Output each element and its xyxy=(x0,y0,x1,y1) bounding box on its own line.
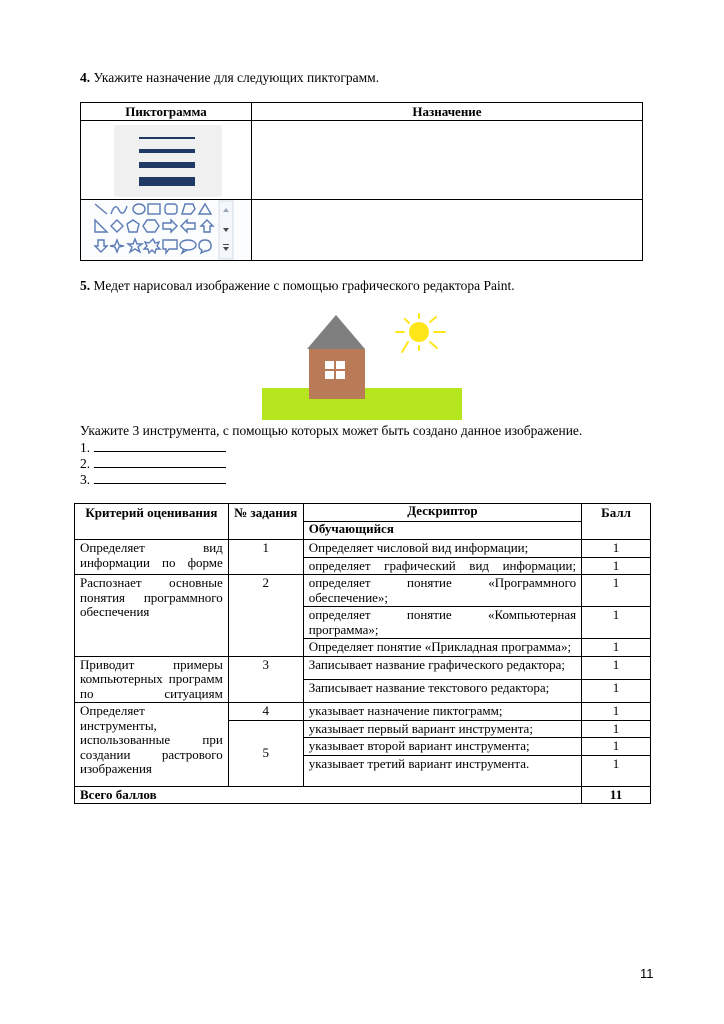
house-sun-image xyxy=(262,312,462,420)
purpose-cell-1[interactable] xyxy=(252,121,643,200)
table-row xyxy=(75,540,651,558)
table-row xyxy=(75,575,651,607)
answer-3-blank[interactable] xyxy=(94,472,226,484)
descriptor-3-2: Записывает название текстового редактора; xyxy=(303,679,581,702)
score-1-1: 1 xyxy=(582,540,651,558)
icon-cell-1 xyxy=(81,121,252,200)
descriptor-1-2: определяет графический вид информации; xyxy=(303,557,581,575)
score-4-1: 1 xyxy=(582,703,651,721)
table-row xyxy=(75,703,651,721)
total-score: 11 xyxy=(582,786,651,804)
answer-2-label: 2. xyxy=(80,456,91,471)
score-4-2: 1 xyxy=(582,720,651,738)
score-4-4: 1 xyxy=(582,755,651,786)
task4-question xyxy=(80,70,379,86)
descriptor-4-4: указывает третий вариант инструмента. xyxy=(303,755,581,786)
answer-3-label: 3. xyxy=(80,472,91,487)
header-descriptor: Дескриптор xyxy=(303,504,581,522)
task-3: 3 xyxy=(228,656,303,703)
shapes-palette-icon xyxy=(81,200,251,260)
score-3-2: 1 xyxy=(582,679,651,702)
score-2-2: 1 xyxy=(582,607,651,639)
shapes-palette-svg xyxy=(81,200,251,260)
task-4: 4 xyxy=(228,703,303,721)
icons-table xyxy=(80,102,643,261)
icon-cell-2 xyxy=(81,200,252,261)
purpose-cell-2[interactable] xyxy=(252,200,643,261)
header-criterion: Критерий оценивания xyxy=(75,504,229,540)
descriptor-4-3: указывает второй вариант инструмента; xyxy=(303,738,581,756)
page-number: 11 xyxy=(640,966,654,981)
descriptor-2-3: Определяет понятие «Прикладная программа»; xyxy=(303,639,581,657)
task-1: 1 xyxy=(228,540,303,575)
line-width-icon-svg xyxy=(114,125,222,197)
task-5: 5 xyxy=(228,720,303,786)
header-learner: Обучающийся xyxy=(303,522,581,540)
criterion-4: Определяет инструменты, использованные при создании растрового изображения xyxy=(75,703,229,787)
descriptor-3-1: Записывает название графического редактора; xyxy=(303,656,581,679)
header-task-no: № задания xyxy=(228,504,303,540)
descriptor-1-1: Определяет числовой вид информации; xyxy=(303,540,581,558)
task-2: 2 xyxy=(228,575,303,657)
table-row xyxy=(75,656,651,679)
answer-line-2[interactable] xyxy=(80,456,226,472)
line-width-icon xyxy=(114,125,222,197)
total-label: Всего баллов xyxy=(75,786,582,804)
score-3-1: 1 xyxy=(582,656,651,679)
criterion-1: Определяет вид информации по форме xyxy=(75,540,229,575)
roof xyxy=(307,315,365,349)
task5-question xyxy=(80,278,515,294)
answer-1-label: 1. xyxy=(80,440,91,455)
answer-line-1[interactable] xyxy=(80,440,226,456)
criterion-3: Приводит примеры компьютерных программ по ситуациям xyxy=(75,656,229,703)
task5-text: Медет нарисовал изображение с помощью графического редактора Paint. xyxy=(93,278,515,293)
task4-number: 4. xyxy=(80,70,91,85)
score-1-2: 1 xyxy=(582,557,651,575)
answer-1-blank[interactable] xyxy=(94,440,226,452)
descriptor-4-1: указывает назначение пиктограмм; xyxy=(303,703,581,721)
task4-text: Укажите назначение для следующих пиктограмм. xyxy=(93,70,380,85)
answer-2-blank[interactable] xyxy=(94,456,226,468)
task5-instruction: Укажите 3 инструмента, с помощью которых может быть создано данное изображение. xyxy=(80,423,583,438)
score-2-3: 1 xyxy=(582,639,651,657)
sun xyxy=(396,314,445,352)
descriptor-2-2: определяет понятие «Компьютерная программа»; xyxy=(303,607,581,639)
task5-number: 5. xyxy=(80,278,91,293)
icons-table-header-purpose: Назначение xyxy=(252,103,643,121)
descriptor-2-1: определяет понятие «Программного обеспечение»; xyxy=(303,575,581,607)
descriptor-4-2: указывает первый вариант инструмента; xyxy=(303,720,581,738)
icons-table-header-icon: Пиктограмма xyxy=(81,103,252,121)
score-2-1: 1 xyxy=(582,575,651,607)
paint-drawing xyxy=(262,312,462,420)
total-row xyxy=(75,786,651,804)
header-score: Балл xyxy=(582,504,651,540)
criterion-2: Распознает основные понятия программного обеспечения xyxy=(75,575,229,657)
rubric-table xyxy=(74,503,651,804)
answer-line-3[interactable] xyxy=(80,472,226,488)
score-4-3: 1 xyxy=(582,738,651,756)
